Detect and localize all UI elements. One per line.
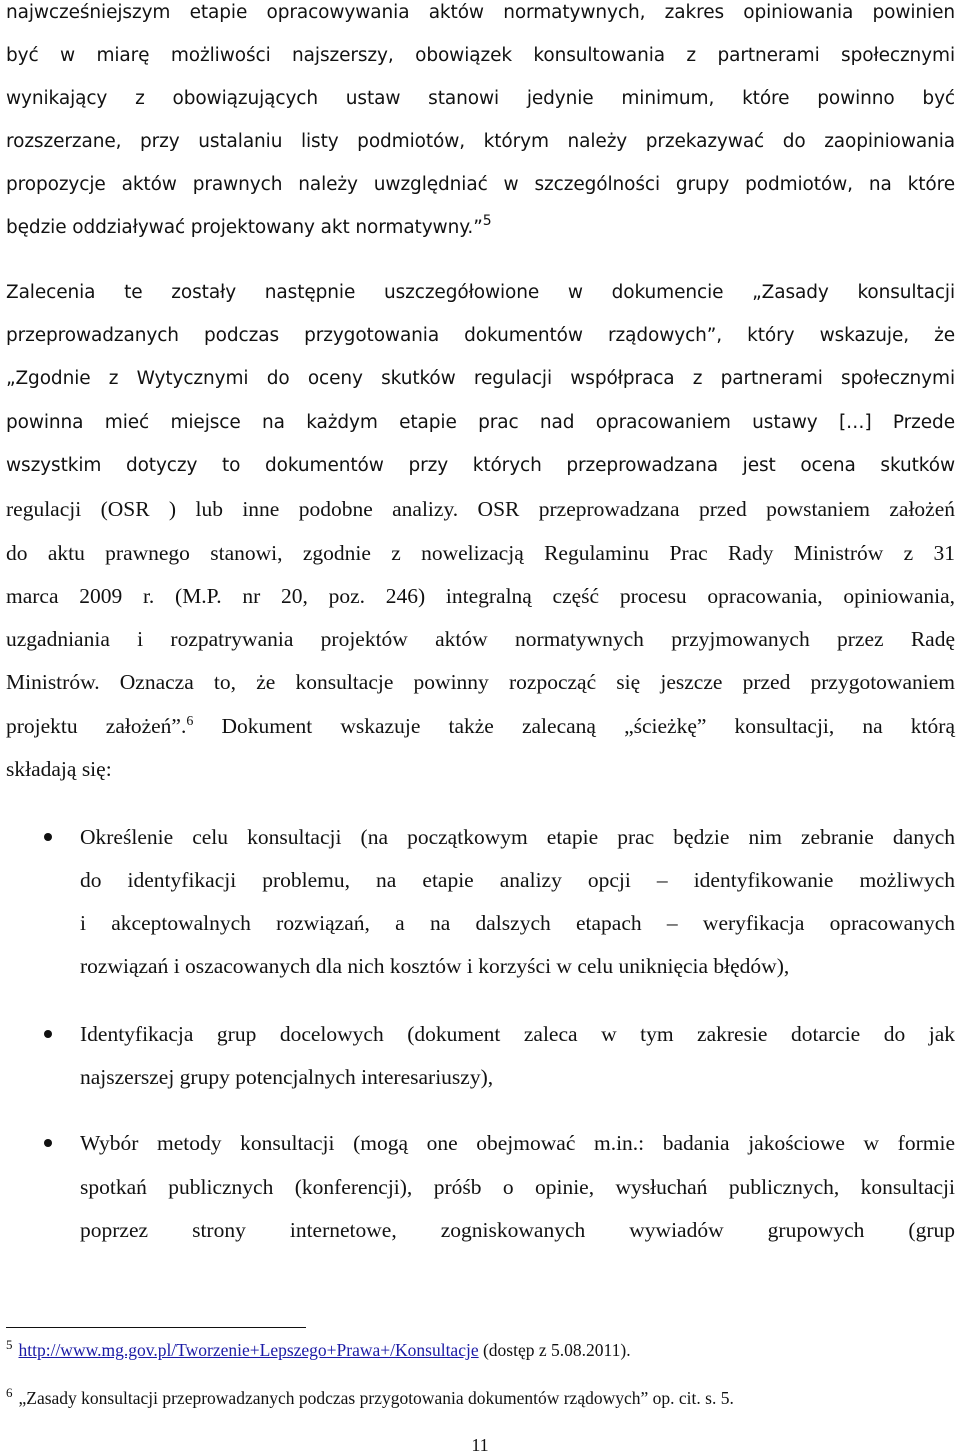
paragraph-line: Ministrów. Oznacza to, że konsultacje powinny rozpocząć się jeszcze przed przygotowaniem — [6, 670, 955, 694]
paragraph-line: propozycje aktów prawnych należy uwzględniać w szczególności grupy podmiotów, na które — [6, 174, 955, 195]
footnote-6 — [6, 1386, 734, 1412]
paragraph-line: wszystkim dotyczy to dokumentów przy których przeprowadzana jest ocena skutków — [6, 455, 955, 476]
paragraph-text: będzie oddziaływać projektowany akt normatywny.” — [6, 217, 483, 238]
list-item-line: Identyfikacja grup docelowych (dokument zaleca w tym zakresie dotarcie do jak — [80, 1022, 955, 1046]
list-item-line: i akceptowalnych rozwiązań, a na dalszych etapach – weryfikacja opracowanych — [80, 911, 955, 935]
footnote-text: (dostęp z 5.08.2011). — [478, 1340, 631, 1360]
paragraph-line: powinna mieć miejsce na każdym etapie prac nad opracowaniem ustawy […] Przede — [6, 412, 955, 433]
page-number: 11 — [471, 1435, 489, 1455]
bullet-icon — [44, 1030, 52, 1038]
paragraph-line: najwcześniejszym etapie opracowywania aktów normatywnych, zakres opiniowania powinien — [6, 2, 955, 23]
paragraph-line: uzgadniania i rozpatrywania projektów aktów normatywnych przyjmowanych przez Radę — [6, 627, 955, 651]
paragraph-line: regulacji (OSR ) lub inne podobne analizy. OSR przeprowadzana przed powstaniem założeń — [6, 497, 955, 521]
paragraph-text: Dokument wskazuje także zalecaną „ścieżkę” konsultacji, na którą — [193, 714, 955, 738]
paragraph-line: „Zgodnie z Wytycznymi do oceny skutków regulacji współpraca z partnerami społecznymi — [6, 368, 955, 389]
paragraph-line: do aktu prawnego stanowi, zgodnie z nowelizacją Regulaminu Prac Rady Ministrów z 31 — [6, 541, 955, 565]
list-item-line: do identyfikacji problemu, na etapie analizy opcji – identyfikowanie możliwych — [80, 868, 955, 892]
paragraph-text: projektu założeń”. — [6, 714, 187, 738]
paragraph-line: marca 2009 r. (M.P. nr 20, poz. 246) integralną część procesu opracowania, opiniowania, — [6, 584, 955, 608]
footnote-separator — [6, 1327, 306, 1328]
footnote-ref: 6 — [186, 714, 194, 729]
footnote-number: 6 — [6, 1385, 13, 1400]
paragraph-line: przeprowadzanych podczas przygotowania dokumentów rządowych”, który wskazuje, że — [6, 325, 955, 346]
paragraph-line: być w miarę możliwości najszerszy, obowiązek konsultowania z partnerami społecznymi — [6, 45, 955, 66]
list-item-line: Wybór metody konsultacji (mogą one obejmować m.in.: badania jakościowe w formie — [80, 1131, 955, 1155]
footnote-text: „Zasady konsultacji przeprowadzanych podczas przygotowania dokumentów rządowych” op. cit. s. 5. — [18, 1388, 734, 1408]
footnote-5 — [6, 1338, 631, 1364]
paragraph-line: Zalecenia te zostały następnie uszczegółowione w dokumencie „Zasady konsultacji — [6, 282, 955, 303]
footnote-link[interactable]: http://www.mg.gov.pl/Tworzenie+Lepszego+Prawa+/Konsultacje — [18, 1340, 479, 1360]
list-item-line: najszerszej grupy potencjalnych interesariuszy), — [80, 1065, 494, 1089]
list-item-line: spotkań publicznych (konferencji), próśb o opinie, wysłuchań publicznych, konsultacji — [80, 1175, 955, 1199]
list-item-line: Określenie celu konsultacji (na początkowym etapie prac będzie nim zebranie danych — [80, 825, 955, 849]
bullet-icon — [44, 1139, 52, 1147]
paragraph-line: wynikający z obowiązujących ustaw stanowi jedynie minimum, które powinno być — [6, 88, 955, 109]
bullet-icon — [44, 833, 52, 841]
list-item-line: poprzez strony internetowe, zogniskowanych wywiadów grupowych (grup — [80, 1218, 955, 1242]
list-item-line: rozwiązań i oszacowanych dla nich kosztów i korzyści w celu uniknięcia błędów), — [80, 954, 790, 978]
footnote-number: 5 — [6, 1337, 13, 1352]
paragraph-line — [6, 711, 955, 741]
footnote-ref: 5 — [482, 213, 492, 229]
paragraph-line: rozszerzane, przy ustalaniu listy podmiotów, którym należy przekazywać do zaopiniowania — [6, 131, 955, 152]
paragraph-line — [6, 213, 955, 243]
paragraph-line: składają się: — [6, 757, 112, 781]
